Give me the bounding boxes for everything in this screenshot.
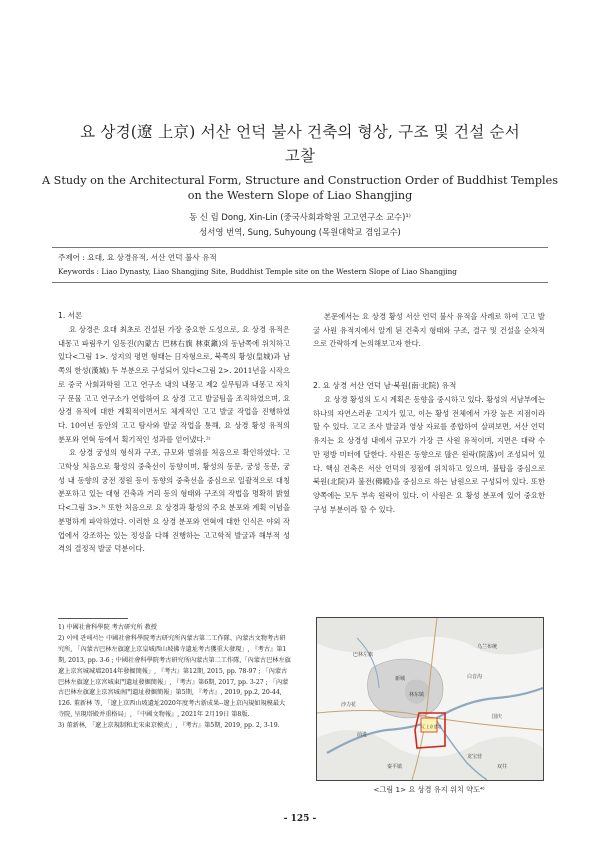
footnote: 1) 中國社會科學院 考古研究所 教授 xyxy=(58,624,157,631)
map-label: 巴林左旗 xyxy=(353,652,374,658)
map-label: 乌兰布统 xyxy=(477,644,498,650)
keywords-bottom-rule xyxy=(52,282,548,283)
right-column-intro xyxy=(313,310,545,351)
title-en-line1: A Study on the Architectural Form, Structure and Construction Order of Buddhist Temples xyxy=(42,174,558,187)
keywords-korean: 주제어 : 요대, 요 상경유적, 서산 언덕 불사 유적 xyxy=(58,253,217,262)
map-label: 龙宝营 xyxy=(467,754,483,760)
right-column-body xyxy=(313,393,545,516)
footnote-rule xyxy=(58,618,128,619)
map-label: 国庆 xyxy=(492,714,503,720)
paragraph: 요 상경은 요대 최초로 건설된 가장 중요한 도성으로, 요 상경 유적은 내몽고 파림우기 임동진(內蒙古 巴林右旗 林東鎭)의 동남쪽에 위치하고 있다<그림 1>. 성지의 평면 형태는 日자형으로, 북쪽의 황성(皇城)과 남쪽의 한성(漢城) 두 부분으로 구성되어 있다<그림 2>. 2011년을 시작으로 중국 사회과학원 고고 연구소 내의 내몽고 제2 실무팀과 내몽고 자치구 문물 고고 연구소가 연합하여 요 상경 고고 발굴팀을 조직하였으며, 요 상경 유적에 대한 계획적이면서도 체계적인 고고 발굴 작업을 진행하였다. 10여년 동안의 고고 탐사와 발굴 작업을 통해, 요 상경 황성 유적의 분포와 연혁 등에서 획기적인 성과를 얻어냈다.²⁾ xyxy=(58,325,290,444)
map-label: 前进 xyxy=(357,732,368,738)
map-label: 新城 xyxy=(395,676,406,682)
location-map xyxy=(317,618,543,780)
keywords-top-rule xyxy=(52,247,548,248)
map-label: 白音沟 xyxy=(467,674,483,680)
page-number: - 125 - xyxy=(283,814,317,824)
map-label: 辽上京遗址 xyxy=(421,724,442,729)
footnote: 2) 이에 관해서는 中國社會科學院考古研究所內蒙古第二工作隊、內蒙古文物考古研究所, 「內蒙古巴林左旗遼上京皇城西山坡佛寺遺址考古獲重大發現」, 『考古』第1期, 2013, pp. 3-6 ; 中國社會科學院考古研究所內蒙古第二工作隊,「內蒙古巴林左旗遼上京宮城城墻2014年發掘簡報」, 『考古』第12期, 2015, pp. 78-97 ; 「內蒙古巴林左旗遼上京宮城東門遺址發掘簡報」, 『考古』第6期, 2017, pp. 3-27 ; 「內蒙古巴林左旗遼上京宮城南門遺址發掘簡報」第5期, 『考古』, 2019, pp.2, 20-44, 126. 董新林 等, 「遼上京西山坡遺址2020年度考古新成果--遼上京內規如規模最大寺院, 呈現塔殿并重格局」, 『中國文物報』, 2021年 2月19日 第8版. xyxy=(58,634,291,719)
paper-title-english xyxy=(0,173,600,203)
paragraph: 요 상경 궁성의 형식과 구조, 규모와 범위를 처음으로 확인하였다. 고고학상 처음으로 황성의 중축선이 동향이며, 황성의 동문, 궁성 동문, 궁성 내 동향의 궁전 정원 등이 동향의 중축선을 중심으로 일괄적으로 대칭 분포하고 있는 대형 건축과 거리 등의 형태와 구조의 작법을 명확히 밝혔다<그림 3>.³⁾ 또한 처음으로 요 상경과 황성의 주요 분포와 계획 이념을 분명하게 파악하였다. 이러한 요 상경 분포와 연혁에 대한 인식은 야외 작업에서 강조하는 있는 정성을 다해 진행하는 고고학적 발굴과 해부적 성격의 결정적 발굴 덕분이다. xyxy=(58,448,290,554)
paper-title-korean xyxy=(0,120,600,168)
section-heading-2: 2. 요 상경 서산 언덕 남·북원(南·北院) 유적 xyxy=(313,381,457,390)
translator-line: 성서영 번역, Sung, Suhyoung (목원대학교 겸임교수) xyxy=(199,227,401,237)
map-label: 双井 xyxy=(497,764,508,770)
paragraph: 요 상경 황성의 도시 계획은 동향을 중시하고 있다. 황성의 서남부에는 하나의 자연스러운 고지가 있고, 이는 황성 전체에서 가장 높은 지점이라 할 수 있다. 고고 조사 발굴과 영상 자료를 종합하여 살펴보면, 서산 언덕 유지는 요 상경성 내에서 규모가 가장 큰 사원 유적이며, 지면은 대략 수만 평방 미터에 달한다. 사원은 동향으로 많은 원락(院落)이 조성되어 있다. 핵심 건축은 서산 언덕의 정점에 위치하고 있으며, 불탑을 중심으로 북원(北院)과 불전(佛殿)을 중심으로 하는 남원으로 구성되어 있다. 또한 양쪽에는 모두 부속 원락이 있다. 이 사원은 요 황성 분포에 있어 중요한 구성 부분이라 할 수 있다. xyxy=(313,395,545,514)
figure-caption: <그림 1> 요 상경 유지 위치 약도⁴⁾ xyxy=(373,785,485,794)
title-ko-line1: 요 상경(遼 上京) 서산 언덕 불사 건축의 형상, 구조 및 건설 순서 xyxy=(80,123,520,141)
left-column-body xyxy=(58,323,290,556)
map-label: 沙力花 xyxy=(341,702,357,708)
footnotes xyxy=(58,623,291,732)
footnote: 3) 董新林, 「遼上京規制和北宋東京模式」, 『考古』第5期, 2019, pp. 2, 3-19. xyxy=(58,722,280,730)
map-label: 林东镇 xyxy=(409,692,425,698)
location-map-figure xyxy=(316,617,544,781)
paragraph: 본문에서는 요 상경 황성 서산 언덕 불사 유적을 사례로 하여 고고 발굴 사원 유적지에서 알게 된 건축지 형태와 구조, 결구 및 건설을 순차적으로 간략하게 논의해보고자 한다. xyxy=(313,312,545,349)
keywords-english: Keywords : Liao Dynasty, Liao Shangjing Site, Buddhist Temple site on the Western Slope of Liao Shangjing xyxy=(58,267,457,276)
title-ko-line2: 고찰 xyxy=(284,147,316,165)
title-en-line2: on the Western Slope of Liao Shangjing xyxy=(187,189,413,202)
map-label: 秦平镇 xyxy=(387,764,403,770)
section-heading-intro: 1. 서론 xyxy=(58,311,83,320)
author-line: 동 신 림 Dong, Xin-Lin (중국사회과학원 고고연구소 교수)¹⁾ xyxy=(189,212,411,222)
